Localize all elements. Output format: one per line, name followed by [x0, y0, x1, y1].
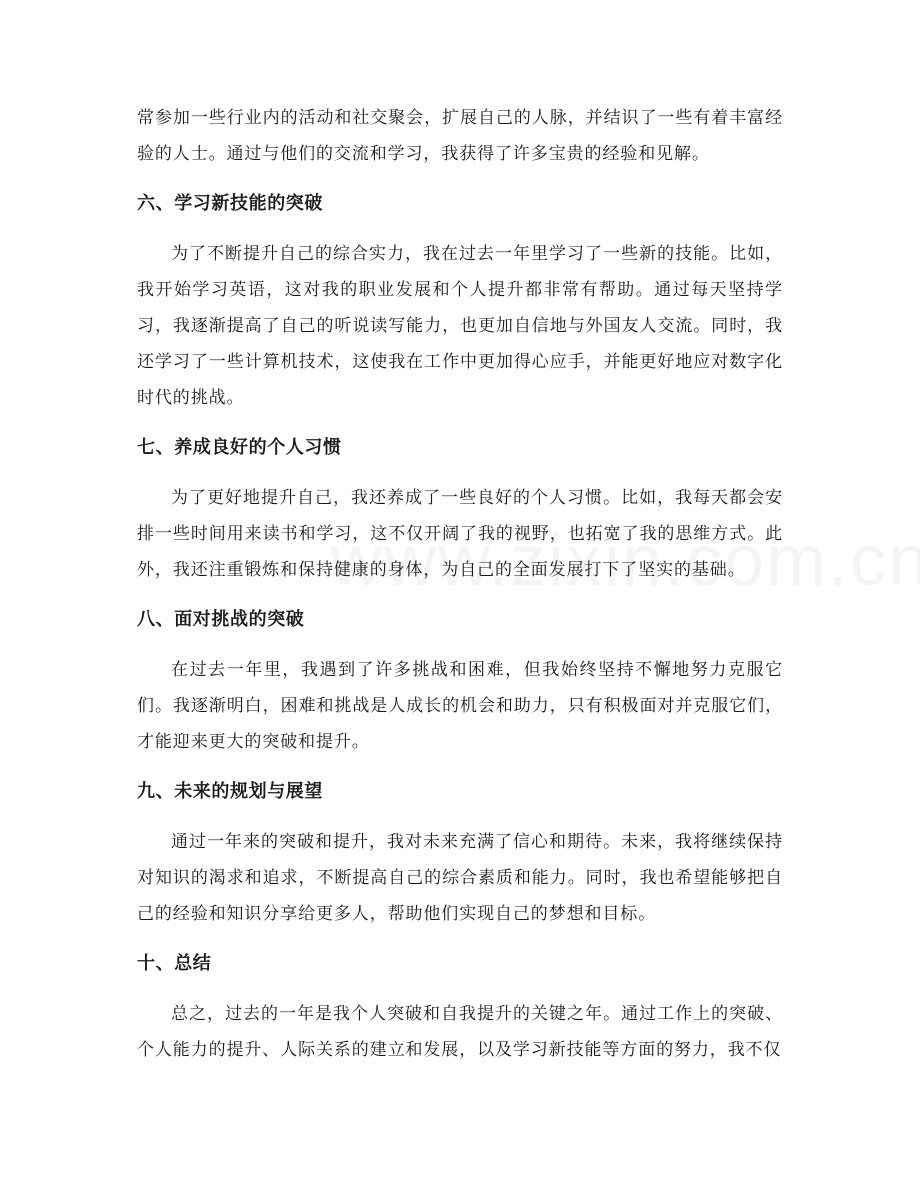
section-6-heading: 六、学习新技能的突破	[137, 193, 323, 214]
section-9-body: 通过一年来的突破和提升，我对未来充满了信心和期待。未来，我将继续保持对知识的渴求和追求，不断提高自己的综合素质和能力。同时，我也希望能够把自己的经验和知识分享给更多人，帮助他们实现自己的梦想和目标。	[137, 832, 783, 924]
section-8-heading: 八、面对挑战的突破	[137, 609, 305, 630]
intro-paragraph: 常参加一些行业内的活动和社交聚会，扩展自己的人脉，并结识了一些有着丰富经验的人士。通过与他们的交流和学习，我获得了许多宝贵的经验和见解。	[137, 108, 783, 164]
document-body	[137, 100, 783, 1068]
section-10-heading: 十、总结	[137, 953, 212, 974]
section-6-body: 为了不断提升自己的综合实力，我在过去一年里学习了一些新的技能。比如，我开始学习英语，这对我的职业发展和个人提升都非常有帮助。通过每天坚持学习，我逐渐提高了自己的听说读写能力，也更加自信地与外国友人交流。同时，我还学习了一些计算机技术，这使我在工作中更加得心应手，并能更好地应对数字化时代的挑战。	[137, 244, 783, 408]
section-8-body: 在过去一年里，我遇到了许多挑战和困难，但我始终坚持不懈地努力克服它们。我逐渐明白，困难和挑战是人成长的机会和助力，只有积极面对并克服它们，才能迎来更大的突破和提升。	[137, 660, 783, 752]
section-7-heading: 七、养成良好的个人习惯	[137, 437, 342, 458]
section-9-heading: 九、未来的规划与展望	[137, 781, 323, 802]
section-10-body: 总之，过去的一年是我个人突破和自我提升的关键之年。通过工作上的突破、个人能力的提升、人际关系的建立和发展，以及学习新技能等方面的努力，我不仅	[137, 1004, 783, 1060]
section-7-body: 为了更好地提升自己，我还养成了一些良好的个人习惯。比如，我每天都会安排一些时间用来读书和学习，这不仅开阔了我的视野，也拓宽了我的思维方式。此外，我还注重锻炼和保持健康的身体，为自己的全面发展打下了坚实的基础。	[137, 488, 783, 580]
